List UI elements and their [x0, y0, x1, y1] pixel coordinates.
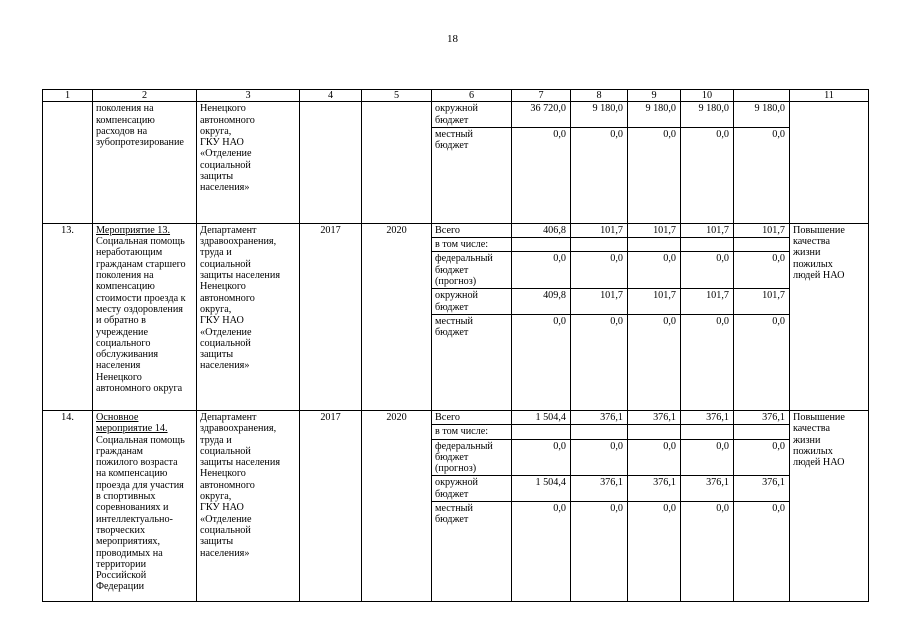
amount-cell [628, 425, 681, 439]
measure-name-line: Российской [96, 570, 147, 582]
result-cell [790, 102, 869, 224]
measure-name-line: неработающим [96, 247, 163, 259]
end-year-cell [362, 102, 432, 224]
responsible-line: ГКУ НАО [200, 137, 244, 149]
measure-name-line: стоимости проезда к [96, 292, 186, 304]
amount-cell: 0,0 [571, 252, 628, 289]
amount-cell: 0,0 [571, 502, 628, 602]
amount-cell: 376,1 [571, 476, 628, 502]
measure-name-line: гражданам старшего [96, 258, 186, 270]
funding-source-line: окружной [435, 103, 478, 115]
funding-source-cell [432, 314, 512, 410]
measure-name-line: населения [96, 360, 141, 372]
measure-name-line: мероприятиях, [96, 536, 161, 548]
funding-source-cell [432, 102, 512, 128]
responsible-cell [197, 102, 300, 224]
header-cell: 8 [571, 90, 628, 102]
amount-cell: 376,1 [628, 410, 681, 424]
page-number: 18 [447, 33, 458, 45]
funding-source-line: бюджет [435, 264, 469, 276]
funding-source-line: бюджет [435, 451, 469, 463]
amount-cell: 1 504,4 [512, 410, 571, 424]
result-line: Повышение [793, 224, 845, 236]
measure-name-line: соревнованиях и [96, 502, 169, 514]
responsible-line: ГКУ НАО [200, 315, 244, 327]
measure-title-line: Основное [96, 411, 139, 423]
funding-source-line: местный [435, 503, 473, 515]
amount-cell: 0,0 [512, 314, 571, 410]
amount-cell: 0,0 [734, 252, 790, 289]
amount-cell: 0,0 [628, 502, 681, 602]
amount-cell: 9 180,0 [628, 102, 681, 128]
amount-cell: 9 180,0 [734, 102, 790, 128]
end-year-cell: 2020 [362, 223, 432, 410]
responsible-line: «Отделение [200, 148, 252, 160]
amount-cell: 0,0 [681, 252, 734, 289]
amount-cell: 0,0 [681, 127, 734, 223]
responsible-line: социальной [200, 337, 251, 349]
measure-name-cell [93, 223, 197, 410]
amount-cell: 406,8 [512, 223, 571, 237]
amount-cell: 0,0 [734, 314, 790, 410]
measure-name-line: интеллектуально- [96, 513, 173, 525]
header-cell: 4 [300, 90, 362, 102]
measure-name-line: творческих [96, 524, 146, 536]
amount-cell: 376,1 [681, 410, 734, 424]
responsible-line: здравоохранения, [200, 423, 277, 435]
responsible-line: «Отделение [200, 513, 252, 525]
amount-cell: 0,0 [734, 439, 790, 476]
responsible-line: социальной [200, 159, 251, 171]
measure-name-line: территории [96, 558, 147, 570]
amount-cell [571, 238, 628, 252]
table-row [43, 410, 869, 424]
responsible-line: Ненецкого [200, 468, 246, 480]
result-line: качества [793, 423, 830, 435]
responsible-line: социальной [200, 445, 251, 457]
amount-cell [734, 238, 790, 252]
funding-source-line: Всего [435, 224, 460, 236]
amount-cell: 376,1 [628, 476, 681, 502]
responsible-line: округа, [200, 125, 232, 137]
funding-source-cell [432, 223, 512, 237]
amount-cell: 0,0 [681, 502, 734, 602]
amount-cell: 101,7 [734, 289, 790, 315]
measure-name-line: и обратно в [96, 315, 146, 327]
amount-cell: 101,7 [571, 223, 628, 237]
responsible-line: населения» [200, 360, 250, 372]
measure-name-line: обслуживания [96, 349, 159, 361]
funding-source-cell [432, 502, 512, 602]
header-cell: 1 [43, 90, 93, 102]
header-cell: 10 [681, 90, 734, 102]
amount-cell: 0,0 [628, 127, 681, 223]
measure-name-line: Социальная помощь [96, 434, 185, 446]
funding-source-line: Всего [435, 411, 460, 423]
amount-cell: 0,0 [571, 439, 628, 476]
amount-cell [512, 425, 571, 439]
number-cell [43, 102, 93, 224]
responsible-line: здравоохранения, [200, 236, 277, 248]
amount-cell: 0,0 [512, 127, 571, 223]
funding-source-cell [432, 410, 512, 424]
result-cell [790, 410, 869, 601]
amount-cell: 101,7 [681, 223, 734, 237]
header-cell: 2 [93, 90, 197, 102]
start-year-cell [300, 102, 362, 224]
responsible-line: округа, [200, 303, 232, 315]
result-line: пожилых [793, 258, 833, 270]
measure-name-line: Социальная помощь [96, 236, 185, 248]
funding-source-line: бюджет [435, 327, 469, 339]
funding-source-cell [432, 127, 512, 223]
funding-source-line: федеральный [435, 253, 493, 265]
amount-cell: 0,0 [628, 252, 681, 289]
responsible-line: автономного [200, 114, 255, 126]
measure-name-line: поколения на [96, 103, 154, 115]
funding-source-line: местный [435, 128, 473, 140]
amount-cell: 9 180,0 [571, 102, 628, 128]
amount-cell: 0,0 [512, 439, 571, 476]
measure-name-line: проезда для участия [96, 479, 184, 491]
funding-source-line: окружной [435, 477, 478, 489]
amount-cell: 36 720,0 [512, 102, 571, 128]
responsible-line: населения» [200, 182, 250, 194]
amount-cell [628, 238, 681, 252]
amount-cell: 376,1 [681, 476, 734, 502]
funding-source-line: федеральный [435, 440, 493, 452]
funding-source-cell [432, 238, 512, 252]
funding-source-cell [432, 252, 512, 289]
measure-name-line: зубопротезирование [96, 137, 184, 149]
responsible-line: труда и [200, 247, 232, 259]
result-line: людей НАО [793, 457, 845, 469]
result-line: жизни [793, 434, 821, 446]
amount-cell: 0,0 [628, 439, 681, 476]
responsible-line: Департамент [200, 411, 257, 423]
amount-cell: 376,1 [571, 410, 628, 424]
responsible-line: автономного [200, 292, 255, 304]
responsible-line: защиты [200, 349, 234, 361]
result-line: качества [793, 236, 830, 248]
number-cell: 14. [43, 410, 93, 601]
measure-name-line: компенсацию [96, 281, 155, 293]
amount-cell: 101,7 [681, 289, 734, 315]
amount-cell: 101,7 [628, 223, 681, 237]
measure-name-line: Федерации [96, 581, 145, 593]
result-line: жизни [793, 247, 821, 259]
funding-source-line: местный [435, 315, 473, 327]
funding-source-line: окружной [435, 290, 478, 302]
measure-name-line: гражданам [96, 445, 143, 457]
amount-cell [681, 425, 734, 439]
start-year-cell: 2017 [300, 410, 362, 601]
amount-cell [571, 425, 628, 439]
measure-name-line: проводимых на [96, 547, 163, 559]
measure-title-line: Мероприятие 13. [96, 224, 171, 236]
measure-title-line: мероприятие 14. [96, 423, 168, 435]
funding-source-line: бюджет [435, 488, 469, 500]
result-line: пожилых [793, 445, 833, 457]
measure-name-cell [93, 102, 197, 224]
responsible-line: Ненецкого [200, 281, 246, 293]
responsible-line: защиты [200, 171, 234, 183]
measure-name-line: в спортивных [96, 491, 156, 503]
responsible-line: ГКУ НАО [200, 502, 244, 514]
amount-cell: 0,0 [512, 252, 571, 289]
responsible-line: Ненецкого [200, 103, 246, 115]
responsible-line: защиты населения [200, 270, 281, 282]
responsible-line: «Отделение [200, 326, 252, 338]
measure-name-line: месту оздоровления [96, 303, 183, 315]
amount-cell: 0,0 [571, 314, 628, 410]
responsible-line: социальной [200, 258, 251, 270]
table-body [43, 90, 869, 602]
responsible-line: населения» [200, 547, 250, 559]
funding-source-line: бюджет [435, 301, 469, 313]
measure-name-line: на компенсацию [96, 468, 168, 480]
header-cell [734, 90, 790, 102]
number-cell: 13. [43, 223, 93, 410]
amount-cell: 0,0 [734, 127, 790, 223]
amount-cell [681, 238, 734, 252]
funding-source-line: бюджет [435, 514, 469, 526]
amount-cell [512, 238, 571, 252]
header-cell: 5 [362, 90, 432, 102]
responsible-line: автономного [200, 479, 255, 491]
result-line: людей НАО [793, 270, 845, 282]
funding-source-cell [432, 476, 512, 502]
amount-cell: 101,7 [734, 223, 790, 237]
amount-cell: 0,0 [571, 127, 628, 223]
amount-cell: 0,0 [734, 502, 790, 602]
header-cell: 6 [432, 90, 512, 102]
measure-name-line: учреждение [96, 326, 149, 338]
measure-name-line: компенсацию [96, 114, 155, 126]
measure-name-line: пожилого возраста [96, 457, 178, 469]
responsible-line: защиты населения [200, 457, 281, 469]
responsible-line: защиты [200, 536, 234, 548]
header-cell: 9 [628, 90, 681, 102]
header-row [43, 90, 869, 102]
amount-cell [734, 425, 790, 439]
funding-source-line: (прогноз) [435, 463, 477, 475]
start-year-cell: 2017 [300, 223, 362, 410]
amount-cell: 409,8 [512, 289, 571, 315]
result-cell [790, 223, 869, 410]
funding-source-line: бюджет [435, 114, 469, 126]
amount-cell: 376,1 [734, 476, 790, 502]
amount-cell: 0,0 [512, 502, 571, 602]
measure-name-line: расходов на [96, 125, 148, 137]
amount-cell: 9 180,0 [681, 102, 734, 128]
measure-name-line: поколения на [96, 270, 154, 282]
amount-cell: 1 504,4 [512, 476, 571, 502]
amount-cell: 0,0 [628, 314, 681, 410]
end-year-cell: 2020 [362, 410, 432, 601]
measure-name-cell [93, 410, 197, 601]
funding-source-cell [432, 425, 512, 439]
responsible-line: социальной [200, 524, 251, 536]
amount-cell: 0,0 [681, 439, 734, 476]
amount-cell: 101,7 [571, 289, 628, 315]
responsible-line: Департамент [200, 224, 257, 236]
funding-source-cell [432, 439, 512, 476]
funding-source-line: (прогноз) [435, 276, 477, 288]
amount-cell: 376,1 [734, 410, 790, 424]
responsible-line: округа, [200, 491, 232, 503]
amount-cell: 101,7 [628, 289, 681, 315]
table-row [43, 223, 869, 237]
program-measures-table [42, 89, 869, 602]
amount-cell: 0,0 [681, 314, 734, 410]
header-cell: 11 [790, 90, 869, 102]
measure-name-line: социального [96, 337, 151, 349]
funding-source-cell [432, 289, 512, 315]
result-line: Повышение [793, 411, 845, 423]
measure-name-line: автономного округа [96, 383, 183, 395]
header-cell: 7 [512, 90, 571, 102]
header-cell: 3 [197, 90, 300, 102]
funding-source-line: бюджет [435, 140, 469, 152]
responsible-cell [197, 223, 300, 410]
responsible-cell [197, 410, 300, 601]
table-row [43, 102, 869, 128]
funding-source-line: в том числе: [435, 239, 489, 251]
responsible-line: труда и [200, 434, 232, 446]
measure-name-line: Ненецкого [96, 371, 142, 383]
funding-source-line: в том числе: [435, 426, 489, 438]
